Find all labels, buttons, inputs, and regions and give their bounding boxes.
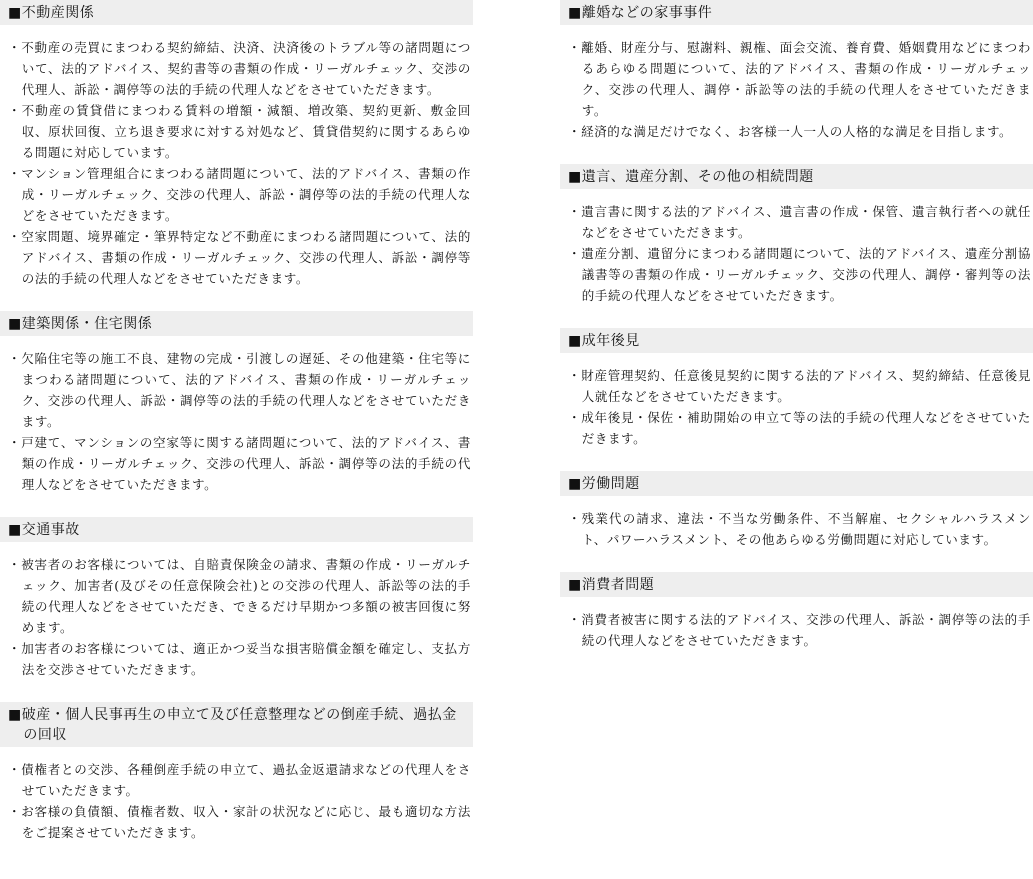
item-list xyxy=(560,201,1033,306)
list-item: ・経済的な満足だけでなく、お客様一人一人の人格的な満足を目指します。 xyxy=(568,124,1013,139)
item-list xyxy=(560,365,1033,449)
section-heading xyxy=(560,164,1033,189)
item-list xyxy=(0,37,473,289)
section-heading xyxy=(0,311,473,336)
list-item: ・遺言書に関する法的アドバイス、遺言書の作成・保管、遺言執行者への就任などをさせていただきます。 xyxy=(568,204,1031,240)
section-heading xyxy=(0,0,473,25)
section-heading-text: ■破産・個人民事再生の申立て及び任意整理などの倒産手続、過払金の回収 xyxy=(8,707,457,743)
section-heading-text: ■不動産関係 xyxy=(8,5,95,21)
list-item: ・空家問題、境界確定・筆界特定など不動産にまつわる諸問題について、法的アドバイス、書類の作成・リーガルチェック、交渉の代理人、訴訟・調停等の法的手続の代理人などをさせていただきます。 xyxy=(8,229,471,286)
list-item: ・戸建て、マンションの空家等に関する諸問題について、法的アドバイス、書類の作成・リーガルチェック、交渉の代理人、訴訟・調停等の法的手続の代理人などをさせていただきます。 xyxy=(8,435,471,492)
section-consumer xyxy=(560,572,1033,651)
section-heading-text: ■離婚などの家事事件 xyxy=(568,5,713,21)
section-adult-guardianship xyxy=(560,328,1033,449)
right-column xyxy=(560,0,1033,673)
list-item: ・成年後見・保佐・補助開始の申立て等の法的手続の代理人などをさせていただきます。 xyxy=(568,410,1031,446)
item-list xyxy=(560,609,1033,651)
section-inheritance xyxy=(560,164,1033,306)
item-list xyxy=(560,37,1033,142)
section-heading xyxy=(560,328,1033,353)
list-item: ・離婚、財産分与、慰謝料、親権、面会交流、養育費、婚姻費用などにまつわるあらゆる問題について、法的アドバイス、書類の作成・リーガルチェック、交渉の代理人、調停・訴訟等の法的手続の代理人をさせていただきます。 xyxy=(568,40,1031,118)
item-list xyxy=(0,348,473,495)
left-column xyxy=(0,0,473,865)
section-heading-text: ■遺言、遺産分割、その他の相続問題 xyxy=(568,169,814,185)
list-item: ・被害者のお客様については、自賠責保険金の請求、書類の作成・リーガルチェック、加害者(及びその任意保険会社)との交渉の代理人、訴訟等の法的手続の代理人などをさせていただき、できるだけ早期かつ多額の被害回復に努めます。 xyxy=(8,557,471,635)
section-heading xyxy=(0,517,473,542)
section-heading-text: ■労働問題 xyxy=(568,476,640,492)
list-item: ・残業代の請求、違法・不当な労働条件、不当解雇、セクシャルハラスメント、パワーハラスメント、その他あらゆる労働問題に対応しています。 xyxy=(568,511,1031,547)
section-heading-text: ■建築関係・住宅関係 xyxy=(8,316,153,332)
list-item: ・債権者との交渉、各種倒産手続の申立て、過払金返還請求などの代理人をさせていただきます。 xyxy=(8,762,471,798)
section-construction-housing xyxy=(0,311,473,495)
item-list xyxy=(0,759,473,843)
list-item: ・財産管理契約、任意後見契約に関する法的アドバイス、契約締結、任意後見人就任などをさせていただきます。 xyxy=(568,368,1031,404)
item-list xyxy=(0,554,473,680)
list-item: ・欠陥住宅等の施工不良、建物の完成・引渡しの遅延、その他建築・住宅等にまつわる諸問題について、法的アドバイス、書類の作成・リーガルチェック、交渉の代理人、訴訟・調停等の法的手続の代理人などをさせていただきます。 xyxy=(8,351,471,429)
section-real-estate xyxy=(0,0,473,289)
section-heading-text: ■成年後見 xyxy=(568,333,640,349)
list-item: ・加害者のお客様については、適正かつ妥当な損害賠償金額を確定し、支払方法を交渉させていただきます。 xyxy=(8,641,471,677)
section-heading xyxy=(560,0,1033,25)
list-item: ・不動産の売買にまつわる契約締結、決済、決済後のトラブル等の諸問題について、法的アドバイス、契約書等の書類の作成・リーガルチェック、交渉の代理人、訴訟・調停等の法的手続の代理人などをさせていただきます。 xyxy=(8,40,471,97)
section-labor xyxy=(560,471,1033,550)
section-heading xyxy=(560,572,1033,597)
section-heading-text: ■消費者問題 xyxy=(568,577,655,593)
section-bankruptcy xyxy=(0,702,473,843)
section-heading-text: ■交通事故 xyxy=(8,522,80,538)
section-family-affairs xyxy=(560,0,1033,142)
section-heading xyxy=(0,702,473,747)
list-item: ・遺産分割、遺留分にまつわる諸問題について、法的アドバイス、遺産分割協議書等の書類の作成・リーガルチェック、交渉の代理人、調停・審判等の法的手続の代理人などをさせていただきます。 xyxy=(568,246,1031,303)
list-item: ・お客様の負債額、債権者数、収入・家計の状況などに応じ、最も適切な方法をご提案させていただきます。 xyxy=(8,804,471,840)
list-item: ・不動産の賃貸借にまつわる賃料の増額・減額、増改築、契約更新、敷金回収、原状回復、立ち退き要求に対する対処など、賃貸借契約に関するあらゆる問題に対応しています。 xyxy=(8,103,471,160)
list-item: ・消費者被害に関する法的アドバイス、交渉の代理人、訴訟・調停等の法的手続の代理人などをさせていただきます。 xyxy=(568,612,1031,648)
item-list xyxy=(560,508,1033,550)
list-item: ・マンション管理組合にまつわる諸問題について、法的アドバイス、書類の作成・リーガルチェック、交渉の代理人、訴訟・調停等の法的手続の代理人などをさせていただきます。 xyxy=(8,166,471,223)
section-traffic-accident xyxy=(0,517,473,680)
section-heading xyxy=(560,471,1033,496)
